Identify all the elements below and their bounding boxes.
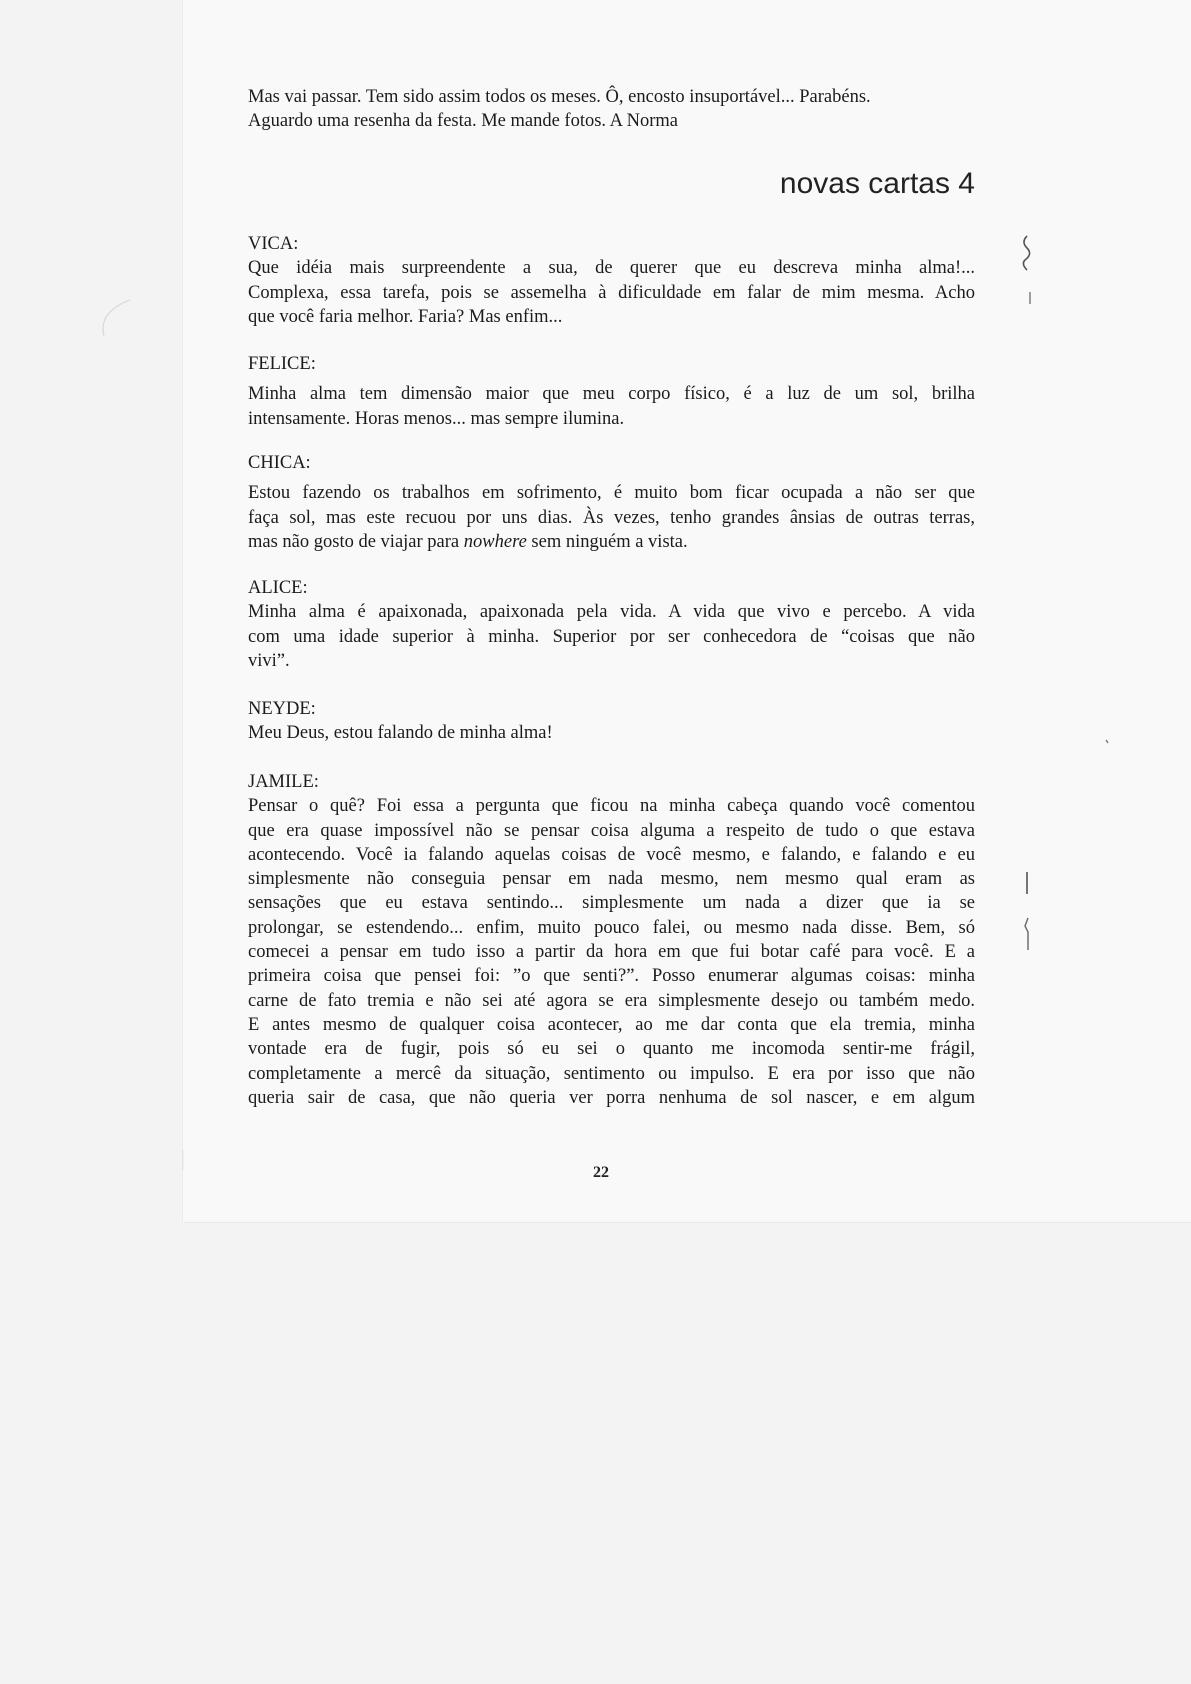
letter-line: acontecendo. Você ia falando aquelas coisas de você mesmo, e falando, e falando e eu (248, 844, 975, 865)
letter-line: carne de fato tremia e não sei até agora se era simplesmente desejo ou também medo. (248, 990, 975, 1011)
letter-line: Minha alma tem dimensão maior que meu corpo físico, é a luz de um sol, brilha (248, 384, 975, 405)
letter-line: prolongar, se estendendo... enfim, muito pouco falei, ou mesmo nada disse. Bem, só (248, 917, 975, 938)
section-title: novas cartas 4 (779, 167, 975, 200)
letter-line: que era quase impossível não se pensar coisa alguma a respeito de tudo o que estava (248, 820, 975, 841)
letter-author: VICA: (248, 234, 299, 254)
letter-line: faça sol, mas este recuou por uns dias. Às vezes, tenho grandes ânsias de outras terras, (248, 507, 975, 528)
letter-line: Que idéia mais surpreendente a sua, de querer que eu descreva minha alma!... (248, 258, 975, 279)
letter-author: ALICE: (248, 578, 308, 598)
letter-line: E antes mesmo de qualquer coisa acontecer, ao me dar conta que ela tremia, minha (248, 1014, 975, 1035)
letter-line: Pensar o quê? Foi essa a pergunta que ficou na minha cabeça quando você comentou (248, 796, 975, 817)
letter-line-text: sem ninguém a vista. (526, 531, 688, 552)
letter-line: Estou fazendo os trabalhos em sofrimento, é muito bom ficar ocupada a não ser que (248, 483, 975, 504)
letter-line: vontade era de fugir, pois só eu sei o quanto me incomoda sentir-me frágil, (248, 1039, 975, 1060)
letter-chica (248, 451, 975, 554)
letter-line: completamente a mercê da situação, sentimento ou impulso. E era por isso que não (248, 1063, 975, 1084)
intro-paragraph (248, 85, 975, 134)
intro-line: Mas vai passar. Tem sido assim todos os meses. Ô, encosto insuportável... Parabéns. (248, 87, 871, 107)
page-number: 22 (593, 1164, 609, 1181)
letter-author: CHICA: (248, 453, 311, 473)
italic-word: nowhere (463, 531, 527, 552)
letter-line: simplesmente não conseguia pensar em nada mesmo, nem mesmo qual eram as (248, 869, 975, 890)
letter-line: Minha alma é apaixonada, apaixonada pela vida. A vida que vivo e percebo. A vida (248, 602, 975, 623)
scan-mark (103, 300, 130, 336)
letter-author: NEYDE: (248, 699, 316, 719)
letter-line: primeira coisa que pensei foi: ”o que senti?”. Posso enumerar algumas coisas: minha (248, 966, 975, 987)
letter-line: sensações que eu estava sentindo... simplesmente um nada a dizer que ia se (248, 893, 975, 914)
letter-author: FELICE: (248, 354, 316, 374)
letter-line: comecei a pensar em tudo isso a partir da hora em que fui botar café para você. E a (248, 942, 975, 963)
letter-neyde (248, 697, 975, 746)
letter-felice (248, 352, 975, 431)
letter-line: que você faria melhor. Faria? Mas enfim... (248, 306, 563, 327)
letter-line: Meu Deus, estou falando de minha alma! (248, 723, 553, 744)
letter-line: Complexa, essa tarefa, pois se assemelha à dificuldade em falar de mim mesma. Acho (248, 282, 975, 303)
letter-line: intensamente. Horas menos... mas sempre ilumina. (248, 408, 625, 429)
letter-line: vivi”. (248, 650, 290, 671)
letter-vica (248, 232, 975, 329)
letter-line: com uma idade superior à minha. Superior por ser conhecedora de “coisas que não (248, 626, 975, 647)
letter-jamile (248, 770, 975, 1110)
letter-line (248, 530, 975, 554)
letter-line-text: mas não gosto de viajar para (248, 531, 464, 552)
letter-line: queria sair de casa, que não queria ver porra nenhuma de sol nascer, e em algum (248, 1087, 975, 1108)
letter-alice (248, 576, 975, 673)
intro-line: Aguardo uma resenha da festa. Me mande fotos. A Norma (248, 111, 678, 132)
letter-author: JAMILE: (248, 772, 319, 792)
